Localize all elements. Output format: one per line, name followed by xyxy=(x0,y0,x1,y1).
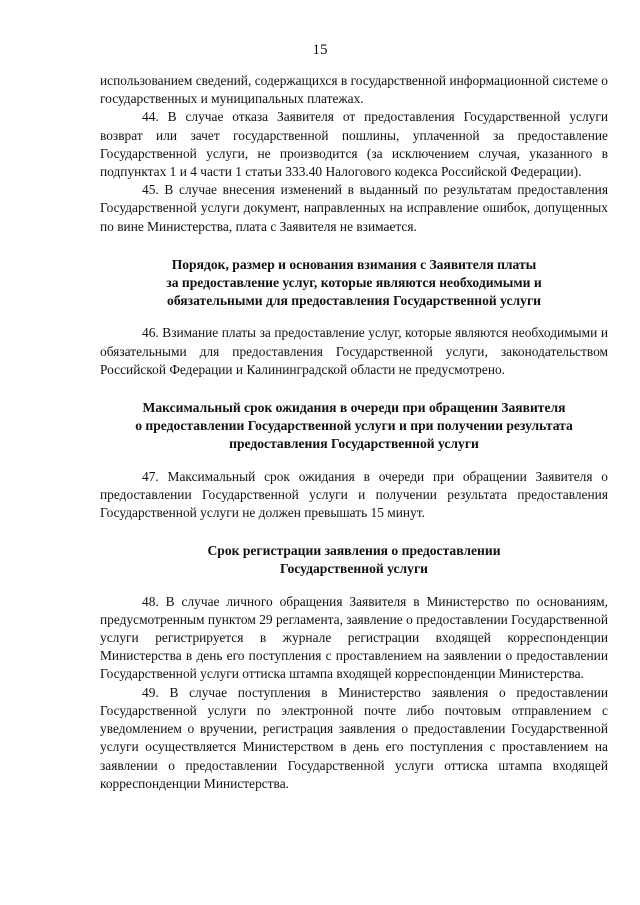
heading-line: о предоставлении Государственной услуги и при получении результата xyxy=(135,418,573,434)
paragraph-45: 45. В случае внесения изменений в выданный по результатам предоставления Государственной услуги документ, направленных на исправление ошибок, допущенных по вине Министерства, плата с Заявителя не взимается. xyxy=(100,182,608,234)
heading-line: Государственной услуги xyxy=(280,561,428,577)
paragraph-44: 44. В случае отказа Заявителя от предоставления Государственной услуги возврат или зачет государственной пошлины, уплаченной за предоставление Государственной услуги, не производится (за исключением случая, указанного в подпунктах 1 и 4 части 1 статьи 333.40 Налогового кодекса Российской Федерации). xyxy=(100,109,608,180)
paragraph-48: 48. В случае личного обращения Заявителя в Министерство по основаниям, предусмотренным пунктом 29 регламента, заявление о предоставлении Государственной услуги регистрируется в журнале регистрации входящей корреспонденции Министерства в день его поступления с проставлением на заявлении о предоставлении Государственной услуги оттиска штампа входящей корреспонденции Министерства. xyxy=(100,593,608,682)
section-heading-registration xyxy=(100,542,608,578)
paragraph-46: 46. Взимание платы за предоставление услуг, которые являются необходимыми и обязательными для предоставления Государственной услуги, законодательством Российской Федерации и Калининградской области не предусмотрено. xyxy=(100,325,608,377)
section-heading-queue-time xyxy=(100,399,608,454)
paragraph-continuation: использованием сведений, содержащихся в государственной информационной системе о государственных и муниципальных платежах. xyxy=(100,73,608,107)
heading-line: Порядок, размер и основания взимания с Заявителя платы xyxy=(171,256,537,272)
heading-line: обязательными для предоставления Государственной услуги xyxy=(167,293,541,309)
paragraph-47: 47. Максимальный срок ожидания в очереди при обращении Заявителя о предоставлении Государственной услуги и получении результата предоставления Государственной услуги не должен превышать 15 минут. xyxy=(100,468,608,521)
heading-line: предоставления Государственной услуги xyxy=(229,436,479,452)
page-number: 15 xyxy=(312,42,328,58)
heading-line: за предоставление услуг, которые являются необходимыми и xyxy=(166,275,542,291)
heading-line: Максимальный срок ожидания в очереди при обращении Заявителя xyxy=(142,400,566,416)
document-body xyxy=(100,72,608,793)
heading-line: Срок регистрации заявления о предоставлении xyxy=(207,543,501,559)
paragraph-49: 49. В случае поступления в Министерство заявления о предоставлении Государственной услуги по электронной почте либо почтовым отправлением с уведомлением о вручении, регистрация заявления о предоставлении Государственной услуги осуществляется Министерством в день его поступления с проставлением на заявлении о предоставлении Государственной услуги оттиска штампа входящей корреспонденции Министерства. xyxy=(100,684,608,791)
section-heading-fees xyxy=(100,256,608,311)
